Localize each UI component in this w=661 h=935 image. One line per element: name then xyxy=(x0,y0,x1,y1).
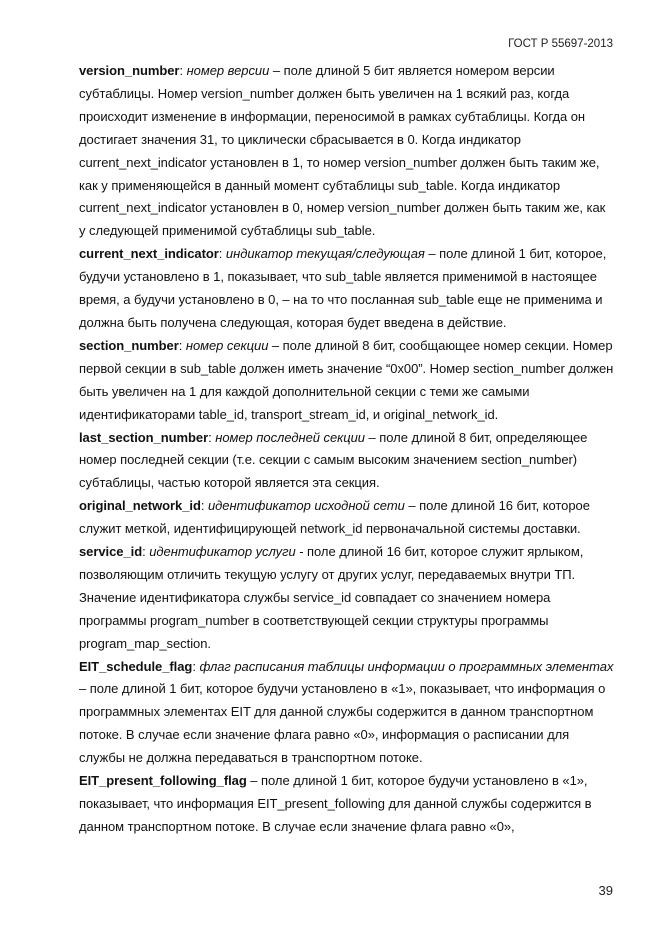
field-body: - поле длиной 16 бит, которое служит ярлыком, позволяющим отличить текущую услугу от других услуг, передаваемых внутри ТП. Значение идентификатора службы service_id совпадает со значением номера программы program_number в соответствующей секции структуры программы program_map_section. xyxy=(79,544,584,651)
field-term: last_section_number xyxy=(79,429,209,445)
field-current-next-indicator: current_next_indicator: индикатор текущая/следующая – поле длиной 1 бит, которое, будучи установлено в 1, показывает, что sub_table является применимой в настоящее время, а будучи установлено в 0, – на то что посланная sub_table еще не применима и должна быть получена следующая, которая будет введена в действие. xyxy=(79,246,607,330)
field-term: section_number xyxy=(79,337,179,353)
field-term: service_id xyxy=(79,544,143,560)
field-body: – поле длиной 8 бит, определяющее номер последней секции (т.е. секции с самым высоким значением section_number) субтаблицы, частью которой является эта секция. xyxy=(79,429,588,491)
field-term: current_next_indicator xyxy=(79,246,219,262)
field-body: – поле длиной 5 бит является номером версии субтаблицы. Номер version_number должен быть увеличен на 1 всякий раз, когда происходит изменение в информации, переносимой в рамках субтаблицы. Когда он достигает значения 31, то циклически сбрасывается в 0. Когда индикатор current_next_indicator установлен в 1, то номер version_number должен быть таким же, как у применяющейся в данный момент субтаблицы sub_table. Когда индикатор current_next_indicator установлен в 0, номер version_number должен быть таким же, как у следующей применимой субтаблицы sub_table. xyxy=(79,63,606,239)
field-service-id: service_id: идентификатор услуги - поле длиной 16 бит, которое служит ярлыком, позволяющим отличить текущую услугу от других услуг, передаваемых внутри ТП. Значение идентификатора службы service_id совпадает со значением номера программы program_number в соответствующей секции структуры программы program_map_section. xyxy=(79,544,584,651)
field-section-number: section_number: номер секции – поле длиной 8 бит, сообщающее номер секции. Номер первой секции в sub_table должен иметь значение “0x00”. Номер section_number должен быть увеличен на 1 для каждой дополнительной секции с теми же самыми идентификаторами table_id, transport_stream_id, и original_network_id. xyxy=(79,337,614,422)
field-term: EIT_present_following_flag xyxy=(79,773,247,789)
page-content xyxy=(79,60,614,839)
field-definition: флаг расписания таблицы информации о программных элементах xyxy=(199,658,614,674)
page-number: 39 xyxy=(598,883,613,898)
field-body: – поле длиной 8 бит, сообщающее номер секции. Номер первой секции в sub_table должен иметь значение “0x00”. Номер section_number должен быть увеличен на 1 для каждой дополнительной секции с теми же самыми идентификаторами table_id, transport_stream_id, и original_network_id. xyxy=(79,337,614,422)
field-definition: идентификатор услуги xyxy=(149,544,296,560)
field-eit-schedule-flag: EIT_schedule_flag: флаг расписания таблицы информации о программных элементах – поле длиной 1 бит, которое будучи установлено в «1», показывает, что информация о программных элементах EIT для данной службы содержится в данном транспортном потоке. В случае если значение флага равно «0», информация о расписании для службы не должна передаваться в транспортном потоке. xyxy=(79,658,614,766)
field-definition: номер версии xyxy=(186,63,270,78)
field-last-section-number: last_section_number: номер последней секции – поле длиной 8 бит, определяющее номер последней секции (т.е. секции с самым высоким значением section_number) субтаблицы, частью которой является эта секция. xyxy=(79,429,588,491)
field-term: original_network_id xyxy=(79,498,201,514)
field-definition: номер последней секции xyxy=(215,429,365,445)
field-eit-present-following-flag xyxy=(79,770,614,839)
field-version-number: version_number: номер версии – поле длиной 5 бит является номером версии субтаблицы. Номер version_number должен быть увеличен на 1 всякий раз, когда происходит изменение в информации, переносимой в рамках субтаблицы. Когда он достигает значения 31, то циклически сбрасывается в 0. Когда индикатор current_next_indicator установлен в 1, то номер version_number должен быть таким же, как у применяющейся в данный момент субтаблицы sub_table. Когда индикатор current_next_indicator установлен в 0, номер version_number должен быть таким же, как у следующей применимой субтаблицы sub_table. xyxy=(79,63,606,239)
field-definition: номер секции xyxy=(185,337,269,353)
field-body: – поле длиной 16 бит, которое служит меткой, идентифицирующей network_id первоначальной системы доставки. xyxy=(79,498,590,537)
field-body: – поле длиной 1 бит, которое будучи установлено в «1», показывает, что информация о программных элементах EIT для данной службы содержится в данном транспортном потоке. В случае если значение флага равно «0», информация о расписании для службы не должна передаваться в транспортном потоке. xyxy=(79,681,606,766)
field-term: EIT_schedule_flag xyxy=(79,658,193,674)
field-definition: идентификатор исходной сети xyxy=(207,498,405,514)
field-body: – поле длиной 1 бит, которое будучи установлено в «1», показывает, что информация EIT_present_following для данной службы содержится в данном транспортном потоке. В случае если значение флага равно «0», xyxy=(79,773,592,834)
field-body: – поле длиной 1 бит, которое, будучи установлено в 1, показывает, что sub_table является применимой в настоящее время, а будучи установлено в 0, – на то что посланная sub_table еще не применима и должна быть получена следующая, которая будет введена в действие. xyxy=(79,246,607,330)
field-term: version_number xyxy=(79,63,180,78)
document-header: ГОСТ Р 55697-2013 xyxy=(508,38,613,50)
field-definition: индикатор текущая/следующая xyxy=(225,246,425,262)
field-original-network-id: original_network_id: идентификатор исходной сети – поле длиной 16 бит, которое служит меткой, идентифицирующей network_id первоначальной системы доставки. xyxy=(79,498,590,537)
